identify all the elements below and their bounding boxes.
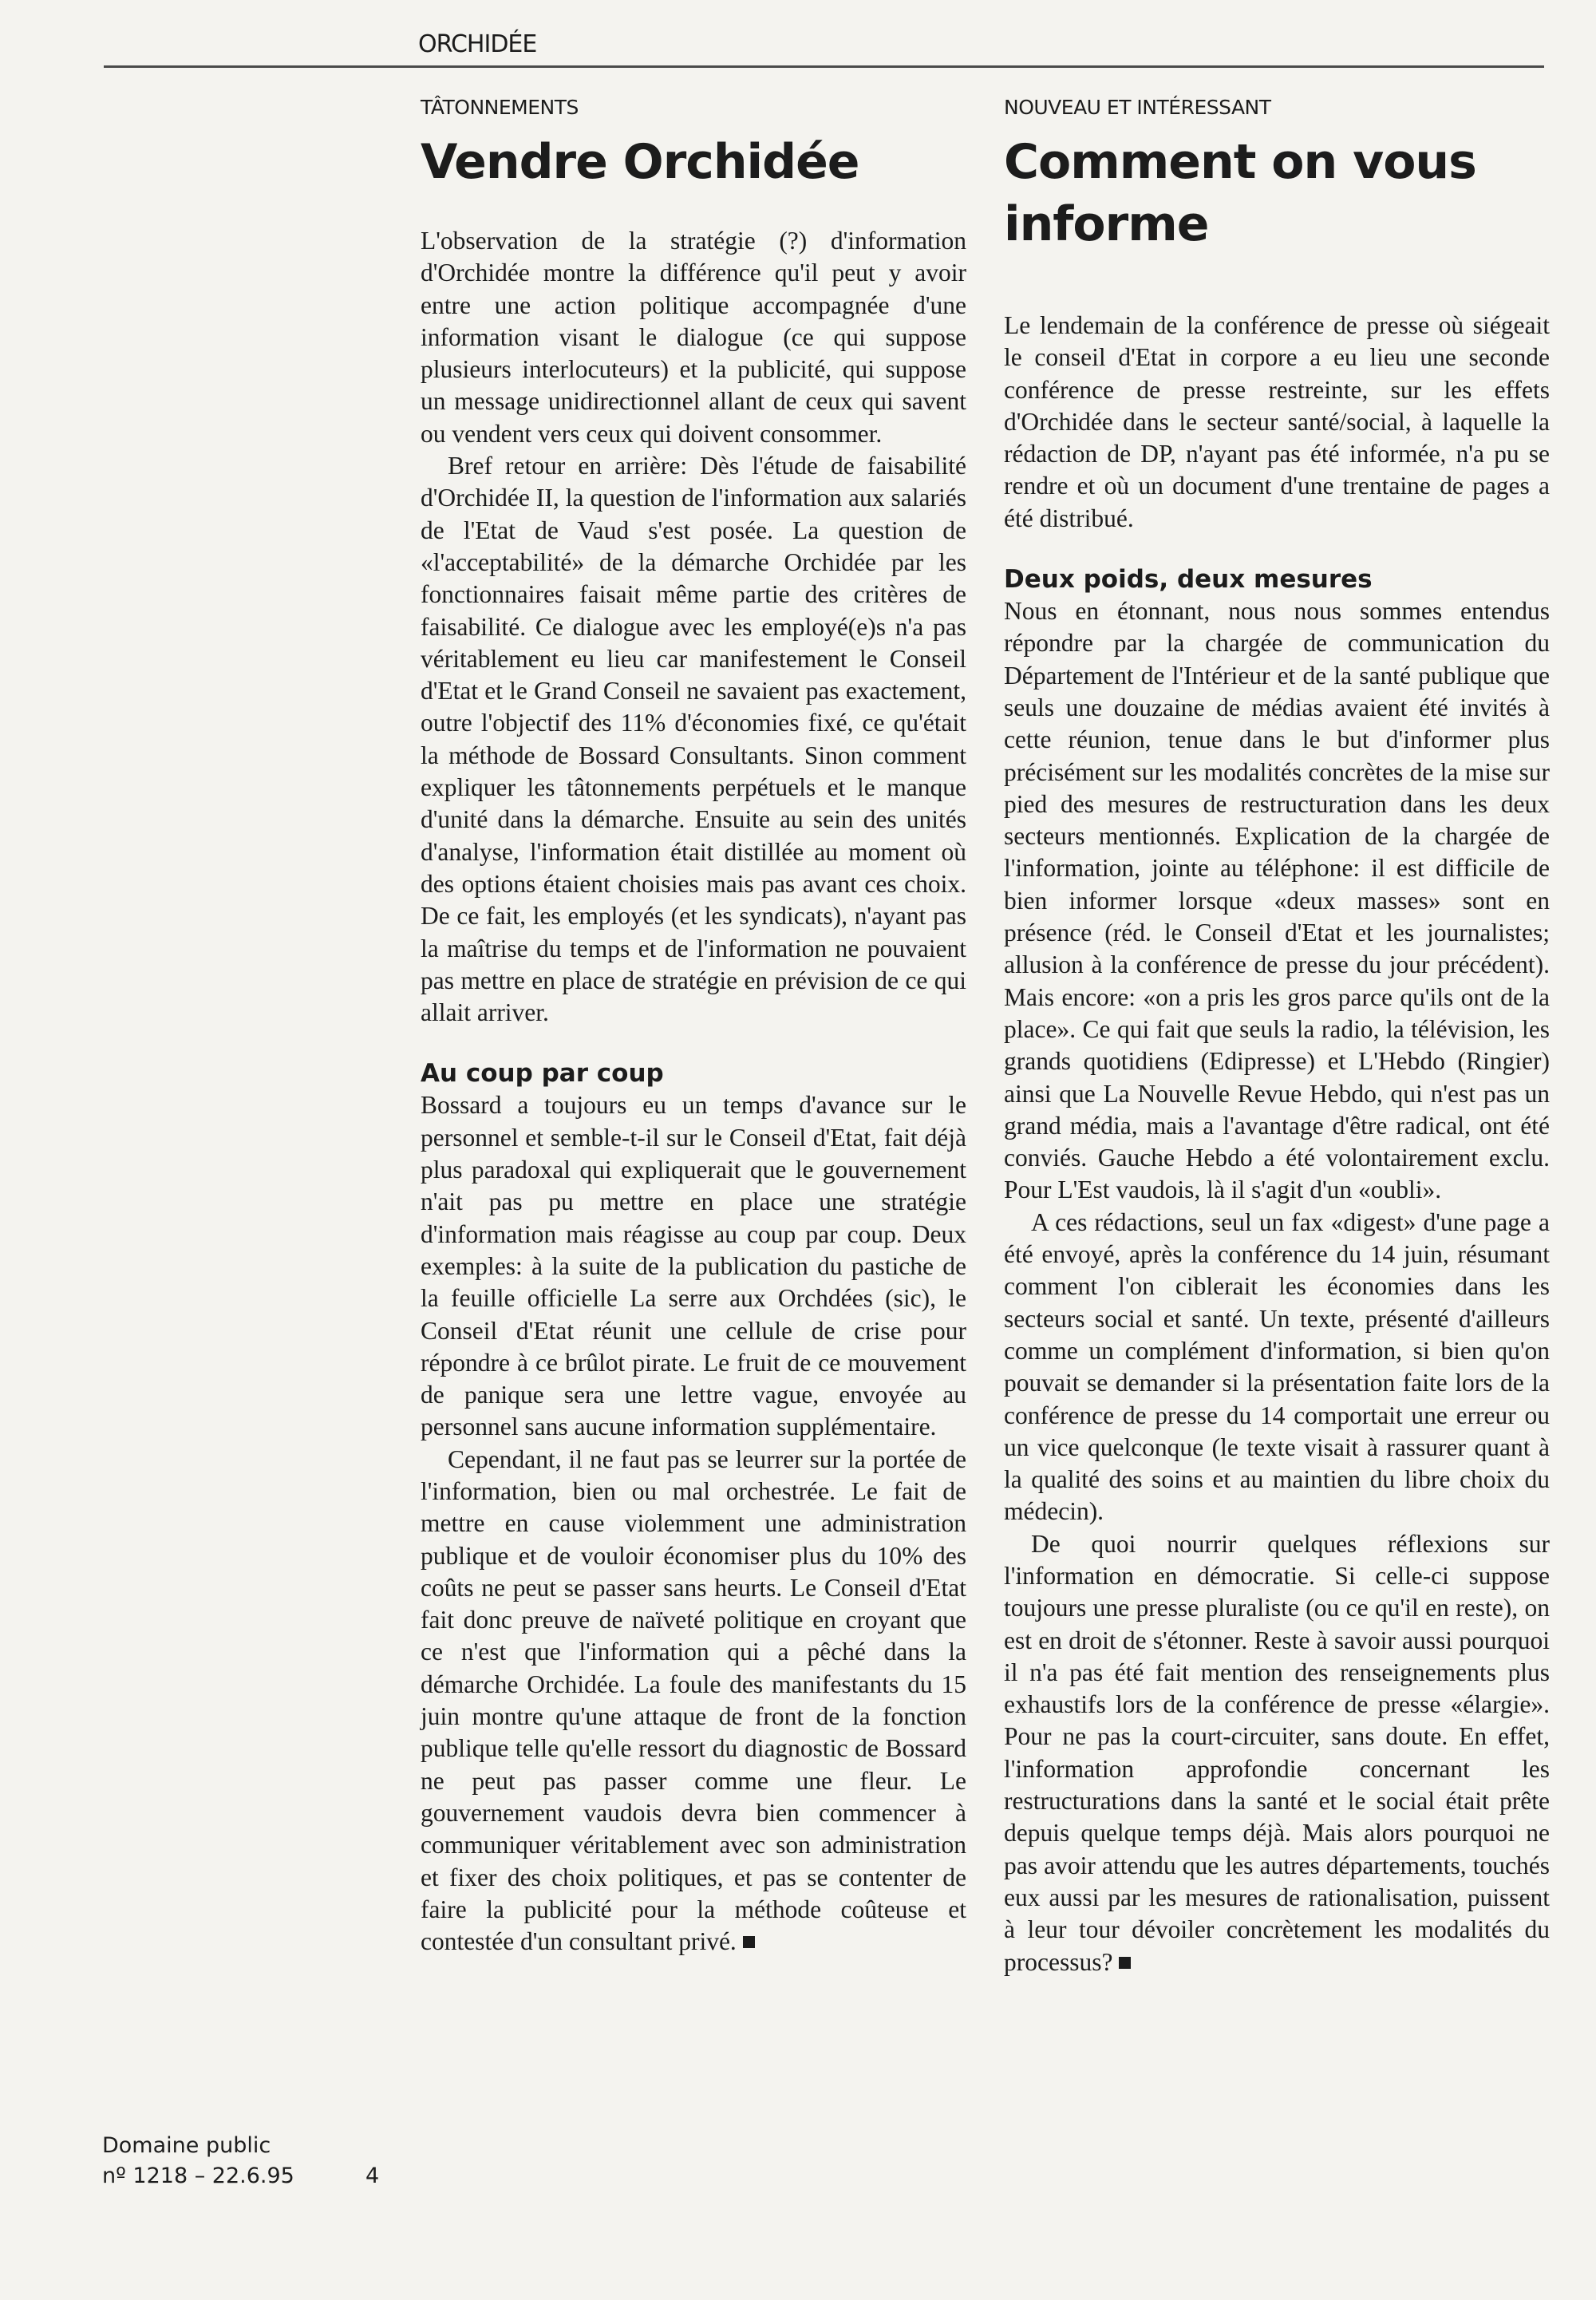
article-vendre-orchidee bbox=[421, 96, 966, 1958]
article-paragraph: Bref retour en arrière: Dès l'étude de faisabilité d'Orchidée II, la question de l'information aux salariés de l'Etat de Vaud s'est posée. La question de «l'acceptabilité» de la démarche Orchidée par les fonctionnaires faisait même partie des critères de faisabilité. Ce dialogue avec les employé(e)s n'a pas véritablement eu lieu car manifestement le Conseil d'Etat et le Grand Conseil ne savaient pas exactement, outre l'objectif des 11% d'économies fixé, ce qu'était la méthode de Bossard Consultants. Sinon comment expliquer les tâtonnements perpétuels et le manque d'unité dans la démarche. Ensuite au sein des unités d'analyse, l'information était distillée au moment où des options étaient choisies mais pas avant ces choix. De ce fait, les employés (et les syndicats), n'ayant pas la maîtrise du temps et de l'information ne pouvaient pas mettre en place de stratégie en prévision de ce qui allait arriver. bbox=[421, 452, 966, 1027]
article-subhead: Au coup par coup bbox=[421, 1059, 664, 1089]
article-paragraph: L'observation de la stratégie (?) d'information d'Orchidée montre la différence qu'il peut y avoir entre une action politique accompagnée d'une information visant le dialogue (ce qui suppose plusieurs interlocuteurs) et la publicité, qui suppose un message unidirectionnel allant de ceux qui savent ou vendent vers ceux qui doivent consommer. bbox=[421, 227, 966, 448]
article-title: Comment on vous informe bbox=[1004, 134, 1476, 252]
end-of-article-mark bbox=[1119, 1957, 1131, 1969]
issue-number: nº 1218 – 22.6.95 bbox=[102, 2164, 294, 2188]
article-paragraph: Le lendemain de la conférence de presse où siégeait le conseil d'Etat in corpore a eu lieu une seconde conférence de presse restreinte, sur les effets d'Orchidée dans le secteur santé/social, à laquelle la rédaction de DP, n'ayant pas été informée, n'a pu se rendre et où un document d'une trentaine de pages a été distribué. bbox=[1004, 311, 1550, 532]
article-paragraph: Nous en étonnant, nous nous sommes entendus répondre par la chargée de communication du Département de l'Intérieur et de la santé publique que seuls une douzaine de médias avaient été invités à cette réunion, tenue dans le but d'informer plus précisément sur les modalités concrètes de la mise sur pied des mesures de restructuration dans les deux secteurs mentionnés. Explication de la chargée de l'information, jointe au téléphone: il est difficile de bien informer lorsque «deux masses» sont en présence (réd. le Conseil d'Etat et les journalistes; allusion à la conférence de presse du jour précédent). Mais encore: «on a pris les gros parce qu'ils ont de la place». Ce qui fait que seuls la radio, la télévision, les grands quotidiens (Edipresse) et L'Hebdo (Ringier) ainsi que La Nouvelle Revue Hebdo, qui n'est pas un grand média, mais a l'avantage d'être radical, ont été conviés. Gauche Hebdo a été volontairement exclu. Pour L'Est vaudois, là il s'agit d'un «oubli». bbox=[1004, 597, 1550, 1204]
header-rule bbox=[104, 65, 1544, 68]
article-paragraph-text: Cependant, il ne faut pas se leurrer sur la portée de l'information, bien ou mal orchestrée. Le fait de mettre en cause violemment une administration publique et de vouloir économiser plus du 10% des coûts ne peut se passer sans heurts. Le Conseil d'Etat fait donc preuve de naïveté politique en croyant que ce n'est que l'information qui a pêché dans la démarche Orchidée. La foule des manifestants du 15 juin montre qu'une attaque de front de la fonction publique telle qu'elle ressort du diagnostic de Bossard ne peut pas passer comme une fleur. Le gouvernement vaudois devra bien commencer à communiquer véritablement avec son administration et fixer des choix politiques, et pas se contenter de faire la publicité pour la méthode coûteuse et contestée d'un consultant privé. bbox=[421, 1444, 966, 1956]
article-paragraph: Bossard a toujours eu un temps d'avance sur le personnel et semble-t-il sur le Conseil d'Etat, fait déjà plus paradoxal qui expliquerait que le gouvernement n'ait pas pu mettre en place une stratégie d'information mais réagisse au coup par coup. Deux exemples: à la suite de la publication du pastiche de la feuille officielle La serre aux Orchdées (sic), le Conseil d'Etat réunit une cellule de crise pour répondre à ce brûlot pirate. Le fruit de ce mouvement de panique sera une lettre vague, envoyée au personnel sans aucune information supplémentaire. bbox=[421, 1091, 966, 1441]
article-title: Vendre Orchidée bbox=[421, 134, 859, 190]
article-kicker: NOUVEAU ET INTÉRESSANT bbox=[1004, 96, 1271, 119]
page-number: 4 bbox=[365, 2164, 380, 2188]
article-subhead: Deux poids, deux mesures bbox=[1004, 565, 1373, 595]
article-paragraph-final bbox=[421, 1444, 966, 1958]
publication-name: Domaine public bbox=[102, 2133, 271, 2158]
end-of-article-mark bbox=[743, 1936, 755, 1948]
article-kicker: TÂTONNEMENTS bbox=[421, 96, 579, 119]
running-head: ORCHIDÉE bbox=[418, 30, 537, 58]
article-comment-on-vous-informe bbox=[1004, 96, 1550, 1978]
article-paragraph-final bbox=[1004, 1528, 1550, 1978]
publication-footer bbox=[102, 2131, 294, 2191]
article-paragraph-text: De quoi nourrir quelques réflexions sur l'information en démocratie. Si celle-ci suppose toujours une presse pluraliste (ou ce qu'il en reste), on est en droit de s'étonner. Reste à savoir aussi pourquoi il n'a pas été fait mention des renseignements plus exhaustifs lors de la conférence de presse «élargie». Pour ne pas la court-circuiter, sans doute. En effet, l'information approfondie concernant les restructurations dans la santé et le social était prête depuis quelque temps déjà. Mais alors pourquoi ne pas avoir attendu que les autres départements, touchés eux aussi par les mesures de rationalisation, puissent à leur tour dévoiler concrètement les modalités du processus? bbox=[1004, 1529, 1550, 1976]
article-paragraph: A ces rédactions, seul un fax «digest» d'une page a été envoyé, après la conférence du 14 juin, résumant comment l'on ciblerait les économies dans les secteurs social et santé. Un texte, présenté d'ailleurs comme un complément d'information, si bien qu'on pouvait se demander si la présentation faite lors de la conférence de presse du 14 comportait une erreur ou un vice quelconque (le texte visait à rassurer quant à la qualité des soins et au maintien du libre choix du médecin). bbox=[1004, 1207, 1550, 1526]
